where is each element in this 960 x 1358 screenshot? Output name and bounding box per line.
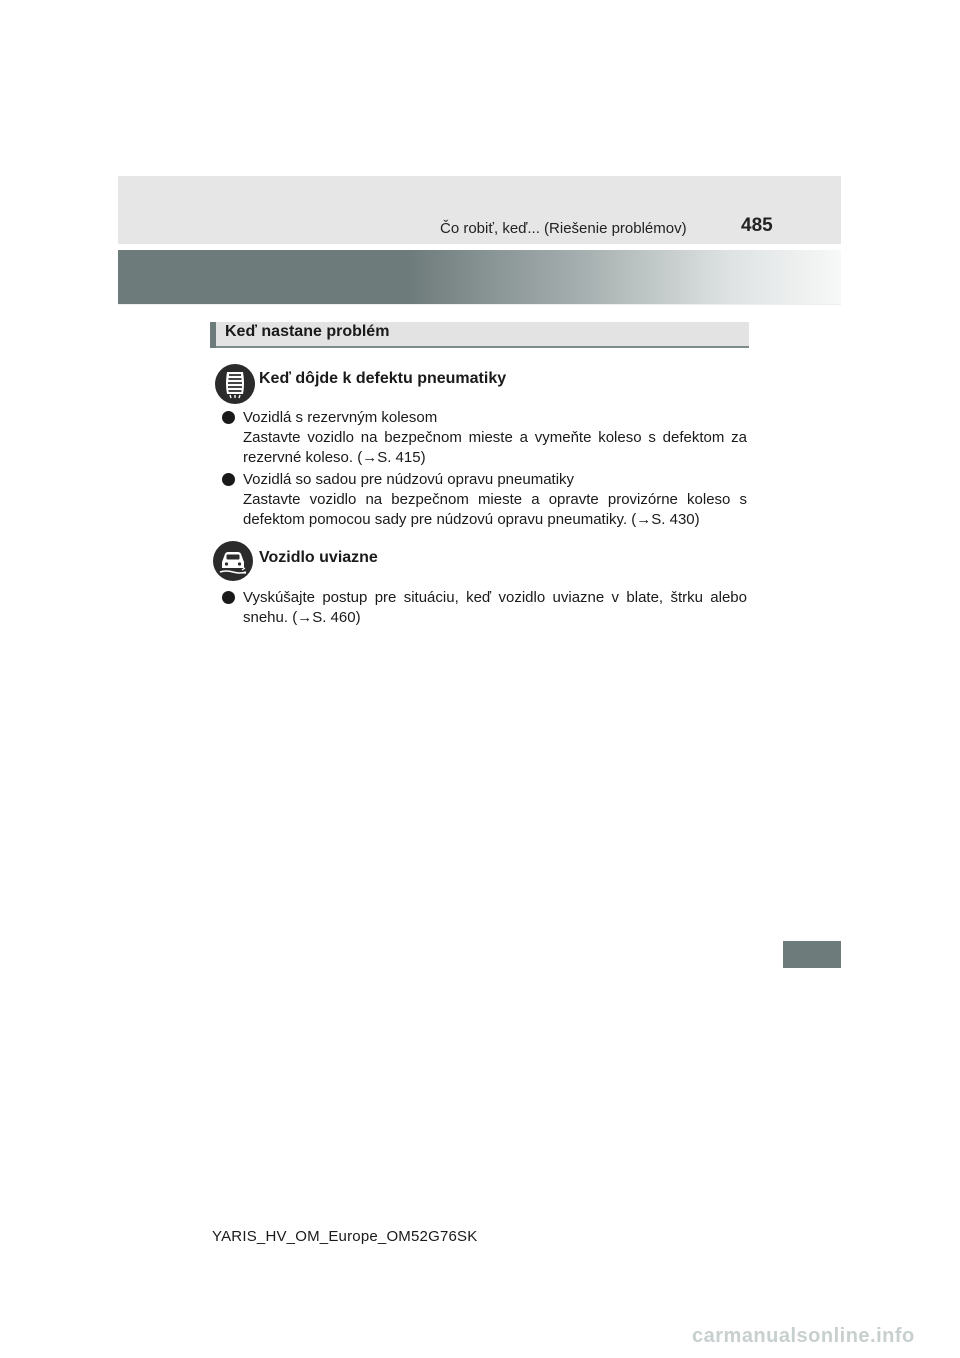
watermark: carmanualsonline.info	[692, 1325, 915, 1347]
bullet	[222, 473, 235, 486]
item-lead: Vozidlá s rezervným kolesom	[243, 409, 438, 426]
section-title: Keď nastane problém	[225, 323, 390, 340]
section-accent-bar	[210, 322, 216, 348]
flat-tire-icon	[215, 364, 255, 404]
stuck-vehicle-title: Vozidlo uviazne	[259, 549, 378, 566]
running-title: Čo robiť, keď... (Riešenie problémov)	[440, 220, 687, 237]
bullet	[222, 591, 235, 604]
list-item	[222, 408, 747, 468]
flat-tire-title: Keď dôjde k defektu pneumatiky	[259, 370, 507, 387]
item-body: Zastavte vozidlo na bezpečnom mieste a opravte provizórne koleso s defektom pomocou sady pre núdzovú opravu pneumatiky. (→S. 430)	[243, 491, 747, 528]
item-lead: Vozidlá so sadou pre núdzovú opravu pneumatiky	[243, 471, 575, 488]
chapter-gradient-band	[118, 250, 841, 304]
chapter-side-tab	[783, 941, 841, 968]
stuck-vehicle-icon	[213, 541, 253, 581]
page-number: 485	[741, 215, 773, 236]
list-item	[222, 588, 747, 628]
item-body: Zastavte vozidlo na bezpečnom mieste a vymeňte koleso s defektom za rezervné koleso. (→S. 415)	[243, 429, 747, 466]
bullet	[222, 411, 235, 424]
section-header	[210, 322, 749, 348]
divider	[118, 304, 841, 305]
document-code: YARIS_HV_OM_Europe_OM52G76SK	[212, 1228, 478, 1245]
item-body: Vyskúšajte postup pre situáciu, keď vozidlo uviazne v blate, štrku alebo snehu. (→S. 460)	[243, 589, 747, 626]
list-item	[222, 470, 747, 530]
